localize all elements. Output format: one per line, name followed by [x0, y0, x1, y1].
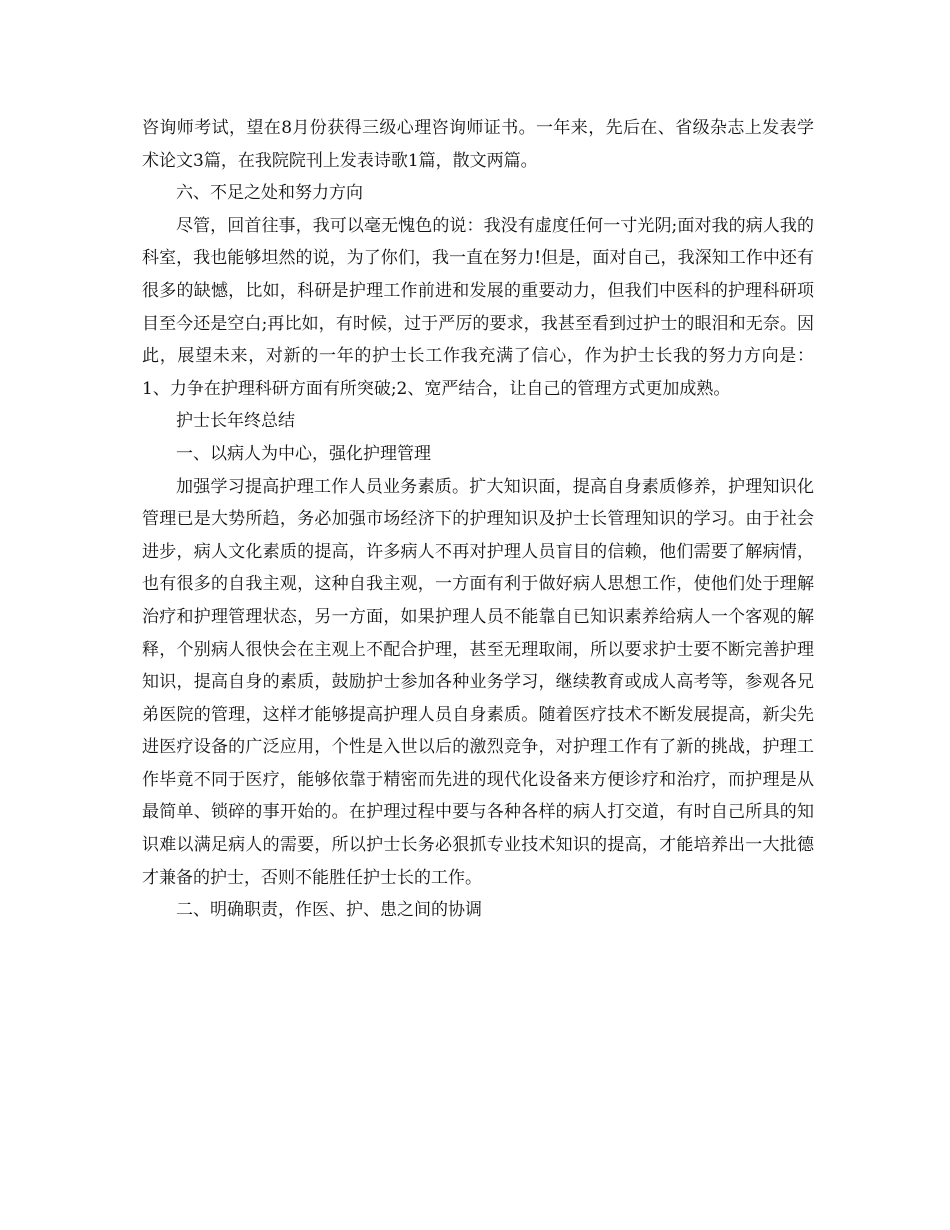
paragraph-reflection: 尽管，回首往事，我可以毫无愧色的说：我没有虚度任何一寸光阴;面对我的病人我的科室，我也能够坦然的说，为了你们，我一直在努力!但是，面对自己，我深知工作中还有很多的缺憾，比如，科研是护理工作前进和发展的重要动力，但我们中医科的护理科研项目至今还是空白;再比如，有时候，过于严厉的要求，我甚至看到过护士的眼泪和无奈。因此，展望未来，对新的一年的护士长工作我充满了信心，作为护士长我的努力方向是：1、力争在护理科研方面有所突破;2、宽严结合，让自己的管理方式更加成熟。 — [142, 215, 814, 399]
section-heading-responsibilities: 二、明确职责，作医、护、患之间的协调 — [176, 900, 482, 921]
document-page — [142, 112, 814, 927]
section-heading-shortcomings: 六、不足之处和努力方向 — [176, 183, 363, 204]
paragraph-continuation: 咨询师考试，望在8月份获得三级心理咨询师证书。一年来，先后在、省级杂志上发表学术论文3篇，在我院院刊上发表诗歌1篇，散文两篇。 — [142, 118, 814, 171]
document-subtitle: 护士长年终总结 — [176, 411, 295, 432]
paragraph-learning: 加强学习提高护理工作人员业务素质。扩大知识面，提高自身素质修养，护理知识化管理已是大势所趋，务必加强市场经济下的护理知识及护士长管理知识的学习。由于社会进步，病人文化素质的提高，许多病人不再对护理人员盲目的信赖，他们需要了解病情，也有很多的自我主观，这种自我主观，一方面有利于做好病人思想工作，使他们处于理解治疗和护理管理状态，另一方面，如果护理人员不能靠自已知识素养给病人一个客观的解释，个别病人很快会在主观上不配合护理，甚至无理取闹，所以要求护士要不断完善护理知识，提高自身的素质，鼓励护士参加各种业务学习，继续教育或成人高考等，参观各兄弟医院的管理，这样才能够提高护理人员自身素质。随着医疗技术不断发展提高，新尖先进医疗设备的广泛应用，个性是入世以后的激烈竞争，对护理工作有了新的挑战，护理工作毕竟不同于医疗，能够依靠于精密而先进的现代化设备来方便诊疗和治疗，而护理是从最简单、锁碎的事开始的。在护理过程中要与各种各样的病人打交道，有时自己所具的知识难以满足病人的需要，所以护士长务必狠抓专业技术知识的提高，才能培养出一大批德才兼备的护士，否则不能胜任护士长的工作。 — [142, 476, 814, 888]
section-heading-patient-centered: 一、以病人为中心，强化护理管理 — [176, 443, 431, 464]
